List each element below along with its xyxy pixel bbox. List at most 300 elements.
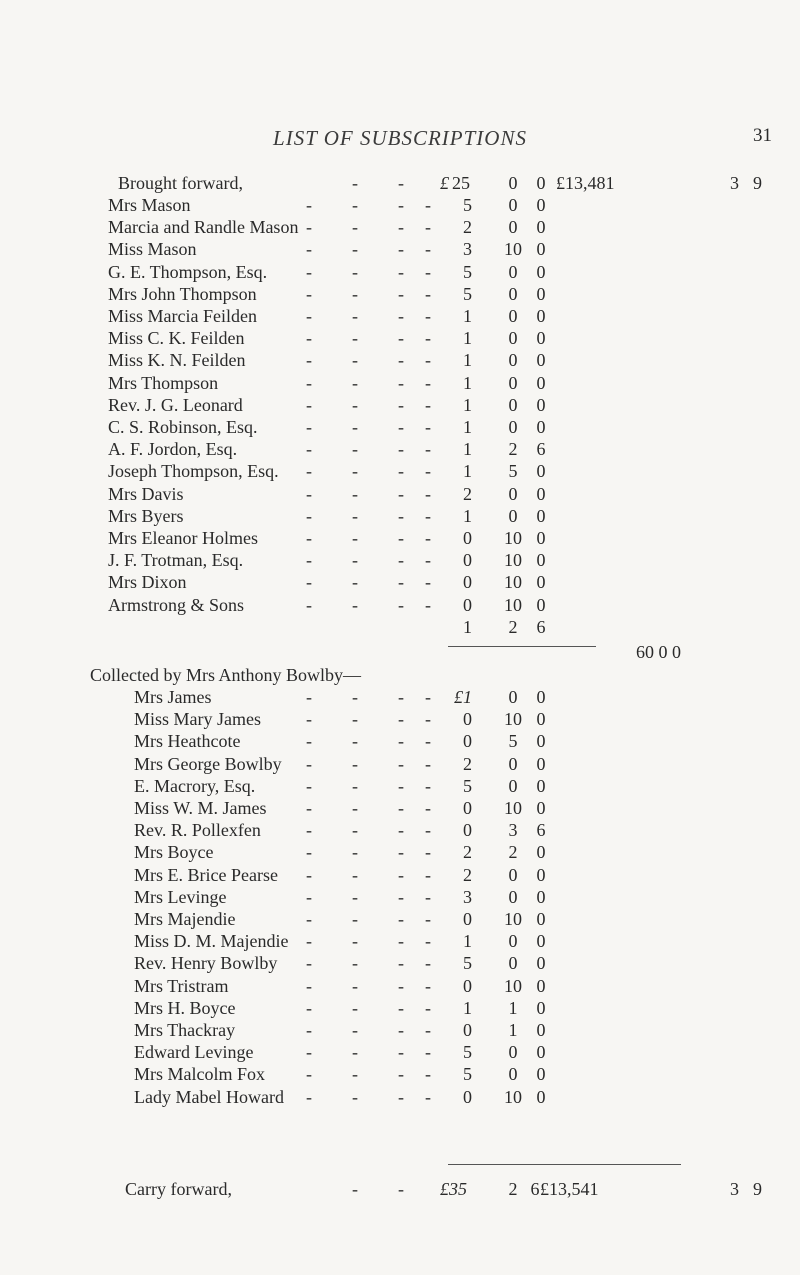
amount-shillings: 0 [508, 350, 518, 371]
leader-dash: - [398, 1064, 404, 1085]
leader-dash: - [352, 842, 358, 863]
subscriber-row [0, 549, 800, 571]
amount-shillings: 2 [508, 439, 518, 460]
subscriber-name: E. Macrory, Esq. [134, 775, 256, 796]
leader-dash: - [425, 909, 431, 929]
group2-heading: Collected by Mrs Anthony Bowlby— [90, 665, 361, 685]
subscriber-name: Mrs Dixon [108, 572, 187, 593]
amount-pounds: £1 [454, 687, 472, 707]
leader-dash: - [306, 953, 312, 974]
amount-pounds: 1 [463, 417, 472, 437]
amount-pence: 0 [536, 372, 546, 393]
subscriber-row [0, 194, 800, 216]
amount-pounds: 5 [463, 195, 472, 215]
amount-pounds: 0 [463, 1086, 472, 1107]
leader-dash: - [398, 753, 404, 774]
leader-dash: - [352, 1064, 358, 1085]
leader-dash: - [398, 687, 404, 707]
amount-pounds: 5 [463, 283, 472, 304]
subscriber-name: Mrs Levinge [134, 886, 227, 907]
amount-pounds: 0 [463, 798, 472, 818]
total-rule [448, 1164, 681, 1165]
amount-pounds: 2 [463, 217, 472, 238]
amount-pounds: 0 [463, 975, 472, 996]
amount-pounds: 2 [463, 753, 472, 774]
group1-total: 60 0 0 [636, 642, 681, 662]
amount-pence: 0 [536, 239, 546, 260]
amount-shillings: 0 [508, 217, 518, 238]
amount-pence: 0 [536, 594, 546, 615]
amount-pence: 0 [536, 1064, 546, 1085]
subscriber-name: Rev. Henry Bowlby [134, 953, 278, 974]
amount-shillings: 10 [504, 239, 522, 260]
leader-dash: - [306, 195, 312, 215]
amount-pounds: 1 [463, 461, 472, 482]
subtotal-rule [448, 646, 596, 647]
subscriber-name: Mrs H. Boyce [134, 997, 236, 1018]
amount-shillings: 0 [508, 886, 518, 907]
amount-pence: 0 [536, 886, 546, 907]
subscriber-name: Mrs James [134, 687, 212, 707]
subscriber-row [0, 1019, 800, 1041]
leader-dash: - [352, 239, 358, 260]
amount-pounds: 1 [463, 372, 472, 393]
amount-shillings: 0 [508, 753, 518, 774]
subscriber-name: Marcia and Randle Mason [108, 217, 299, 238]
subscriber-row [0, 1063, 800, 1085]
leader-dash: - [352, 217, 358, 238]
subscriber-name: J. F. Trotman, Esq. [108, 550, 244, 571]
amount-pounds: 1 [463, 394, 472, 415]
subscriber-row [0, 908, 800, 930]
leader-dash: - [425, 283, 431, 304]
leader-dash: - [398, 975, 404, 996]
amount-pounds: 2 [463, 483, 472, 504]
leader-dash: - [398, 217, 404, 238]
amount-shillings: 3 [508, 820, 518, 841]
leader-dash: - [425, 709, 431, 730]
amount-pence: 0 [536, 528, 546, 548]
leader-dash: - [352, 798, 358, 818]
subscriber-name: Miss K. N. Feilden [108, 350, 246, 371]
amount-pence: 0 [536, 975, 546, 996]
leader-dash: - [398, 886, 404, 907]
leader-dash: - [352, 731, 358, 752]
leader-dash: - [352, 528, 358, 548]
leader-dash: - [352, 1086, 358, 1107]
bf-pounds: 25 [452, 173, 470, 193]
leader-dash: - [352, 820, 358, 841]
subscriber-row [0, 952, 800, 974]
leader-dash: - [425, 997, 431, 1018]
amount-pence: 0 [536, 909, 546, 929]
leader-dash: - [352, 350, 358, 371]
leader-dash: - [352, 687, 358, 707]
subscriber-name: C. S. Robinson, Esq. [108, 417, 258, 437]
subscriber-name: Mrs Byers [108, 505, 184, 526]
subscriber-row [0, 930, 800, 952]
leader-dash: - [398, 842, 404, 863]
amount-shillings: 5 [508, 731, 518, 752]
amount-shillings: 0 [508, 195, 518, 215]
subscriber-name: Mrs Tristram [134, 975, 229, 996]
leader-dash: - [425, 1042, 431, 1063]
group2-heading-row [0, 664, 800, 686]
leader-dash: - [398, 483, 404, 504]
leader-dash: - [306, 306, 312, 326]
leader-dash: - [306, 709, 312, 730]
subscriber-name: Mrs Thompson [108, 372, 219, 393]
leader-dash: - [425, 394, 431, 415]
amount-pence: 0 [536, 572, 546, 593]
amount-shillings: 0 [508, 505, 518, 526]
subscriber-row [0, 886, 800, 908]
amount-pence: 0 [536, 505, 546, 526]
subscriber-name: Rev. R. Pollexfen [134, 820, 261, 841]
subscriber-row [0, 438, 800, 460]
amount-shillings: 5 [508, 461, 518, 482]
leader-dash: - [352, 261, 358, 282]
leader-dash: - [352, 864, 358, 885]
leader-dash: - [425, 572, 431, 593]
amount-pence: 0 [536, 953, 546, 974]
amount-pounds: 0 [463, 594, 472, 615]
cf-grand-shillings: 3 [730, 1179, 739, 1199]
amount-shillings: 2 [508, 616, 518, 637]
subscriber-name: A. F. Jordon, Esq. [108, 439, 238, 460]
leader-dash: - [306, 1064, 312, 1085]
leader-dash: - [306, 483, 312, 504]
leader-dash: - [398, 953, 404, 974]
leader-dash: - [425, 483, 431, 504]
cf-grand-total: £13,541 [540, 1179, 599, 1199]
subscriber-row [0, 505, 800, 527]
leader-dash: - [352, 483, 358, 504]
leader-dash: - [352, 173, 358, 193]
bf-pence: 0 [536, 173, 546, 193]
subscriber-row [0, 460, 800, 482]
leader-dash: - [425, 687, 431, 707]
amount-shillings: 10 [504, 594, 522, 615]
amount-shillings: 0 [508, 306, 518, 326]
leader-dash: - [398, 997, 404, 1018]
subscriber-row [0, 864, 800, 886]
leader-dash: - [306, 997, 312, 1018]
leader-dash: - [425, 886, 431, 907]
amount-shillings: 10 [504, 975, 522, 996]
leader-dash: - [425, 350, 431, 371]
amount-pence: 0 [536, 687, 546, 707]
leader-dash: - [306, 864, 312, 885]
amount-pence: 6 [536, 820, 546, 841]
leader-dash: - [306, 283, 312, 304]
leader-dash: - [398, 306, 404, 326]
brought-forward-label: Brought forward, [118, 173, 243, 193]
leader-dash: - [306, 1042, 312, 1063]
subscriber-name: Mrs Eleanor Holmes [108, 528, 258, 548]
leader-dash: - [425, 975, 431, 996]
subscriber-row [0, 797, 800, 819]
cf-pence: 6 [530, 1179, 540, 1199]
amount-shillings: 10 [504, 528, 522, 548]
leader-dash: - [398, 572, 404, 593]
cf-grand-pence: 9 [753, 1179, 762, 1199]
amount-pence: 0 [536, 1086, 546, 1107]
amount-shillings: 0 [508, 775, 518, 796]
leader-dash: - [398, 550, 404, 571]
leader-dash: - [352, 931, 358, 952]
leader-dash: - [425, 775, 431, 796]
leader-dash: - [352, 394, 358, 415]
amount-pounds: 3 [463, 886, 472, 907]
leader-dash: - [425, 217, 431, 238]
subscriber-name: Armstrong & Sons [108, 594, 245, 615]
leader-dash: - [398, 394, 404, 415]
leader-dash: - [306, 217, 312, 238]
subscriber-row [0, 527, 800, 549]
leader-dash: - [352, 997, 358, 1018]
amount-shillings: 10 [504, 1086, 522, 1107]
leader-dash: - [352, 753, 358, 774]
leader-dash: - [425, 953, 431, 974]
leader-dash: - [306, 505, 312, 526]
subscriber-row [0, 819, 800, 841]
leader-dash: - [425, 417, 431, 437]
leader-dash: - [425, 820, 431, 841]
subscriber-name: Miss D. M. Majendie [134, 931, 289, 952]
subscriber-row [0, 483, 800, 505]
amount-shillings: 0 [508, 931, 518, 952]
amount-pence: 0 [536, 350, 546, 371]
subscriber-row [0, 775, 800, 797]
subscriber-row [0, 305, 800, 327]
leader-dash: - [306, 1020, 312, 1040]
amount-shillings: 2 [508, 842, 518, 863]
amount-shillings: 0 [508, 417, 518, 437]
subscriber-name: Mrs E. Brice Pearse [134, 864, 278, 885]
amount-shillings: 10 [504, 798, 522, 818]
leader-dash: - [306, 394, 312, 415]
leader-dash: - [398, 931, 404, 952]
subscriber-row [0, 238, 800, 260]
amount-pence: 0 [536, 798, 546, 818]
subscriber-row [0, 372, 800, 394]
leader-dash: - [306, 775, 312, 796]
leader-dash: - [352, 775, 358, 796]
amount-pounds: 1 [463, 997, 472, 1018]
leader-dash: - [352, 417, 358, 437]
amount-pounds: 0 [463, 1020, 472, 1040]
leader-dash: - [398, 328, 404, 349]
amount-shillings: 0 [508, 283, 518, 304]
leader-dash: - [398, 439, 404, 460]
bf-grand-shillings: 3 [730, 173, 739, 193]
amount-pence: 0 [536, 864, 546, 885]
leader-dash: - [306, 731, 312, 752]
leader-dash: - [398, 909, 404, 929]
leader-dash: - [306, 842, 312, 863]
amount-pounds: 1 [463, 505, 472, 526]
subscriber-row [0, 841, 800, 863]
amount-pence: 0 [536, 306, 546, 326]
amount-pence: 0 [536, 483, 546, 504]
subscriber-name: Mrs George Bowlby [134, 753, 282, 774]
leader-dash: - [352, 439, 358, 460]
amount-shillings: 10 [504, 572, 522, 593]
amount-pounds: 5 [463, 775, 472, 796]
leader-dash: - [352, 953, 358, 974]
subscriber-row [0, 571, 800, 593]
amount-pence: 0 [536, 731, 546, 752]
amount-pence: 0 [536, 709, 546, 730]
amount-pounds: 3 [463, 239, 472, 260]
running-header: LIST OF SUBSCRIPTIONS [273, 126, 527, 150]
leader-dash: - [398, 261, 404, 282]
amount-pence: 0 [536, 217, 546, 238]
subscriber-name: Miss Marcia Feilden [108, 306, 257, 326]
leader-dash: - [425, 1086, 431, 1107]
amount-shillings: 0 [508, 1064, 518, 1085]
leader-dash: - [398, 594, 404, 615]
leader-dash: - [306, 261, 312, 282]
leader-dash: - [398, 820, 404, 841]
leader-dash: - [398, 864, 404, 885]
leader-dash: - [398, 505, 404, 526]
amount-pounds: 5 [463, 261, 472, 282]
leader-dash: - [398, 239, 404, 260]
leader-dash: - [306, 753, 312, 774]
leader-dash: - [352, 1020, 358, 1040]
leader-dash: - [306, 528, 312, 548]
leader-dash: - [425, 328, 431, 349]
amount-pence: 0 [536, 394, 546, 415]
subscriber-row [0, 594, 800, 616]
subscriber-name: Rev. J. G. Leonard [108, 394, 243, 415]
amount-pence: 0 [536, 775, 546, 796]
leader-dash: - [398, 461, 404, 482]
leader-dash: - [425, 261, 431, 282]
leader-dash: - [306, 820, 312, 841]
leader-dash: - [306, 328, 312, 349]
leader-dash: - [306, 931, 312, 952]
subscriber-row [0, 283, 800, 305]
amount-pounds: 1 [463, 350, 472, 371]
amount-shillings: 1 [508, 997, 518, 1018]
amount-pence: 0 [536, 997, 546, 1018]
amount-shillings: 0 [508, 483, 518, 504]
leader-dash: - [425, 753, 431, 774]
leader-dash: - [352, 195, 358, 215]
amount-shillings: 10 [504, 909, 522, 929]
amount-pounds: 0 [463, 909, 472, 929]
amount-pence: 6 [536, 616, 546, 637]
subscriber-name: Miss C. K. Feilden [108, 328, 245, 349]
bf-grand-pence: 9 [753, 173, 762, 193]
leader-dash: - [352, 461, 358, 482]
amount-shillings: 0 [508, 394, 518, 415]
leader-dash: - [352, 372, 358, 393]
leader-dash: - [306, 798, 312, 818]
leader-dash: - [306, 350, 312, 371]
carry-forward-label: Carry forward, [125, 1179, 232, 1199]
leader-dash: - [352, 886, 358, 907]
amount-pounds: 5 [463, 953, 472, 974]
leader-dash: - [425, 931, 431, 952]
subscriber-name: Miss W. M. James [134, 798, 267, 818]
amount-shillings: 1 [508, 1020, 518, 1040]
amount-shillings: 0 [508, 953, 518, 974]
amount-pounds: 0 [463, 572, 472, 593]
leader-dash: - [352, 572, 358, 593]
amount-pence: 0 [536, 550, 546, 571]
leader-dash: - [398, 798, 404, 818]
leader-dash: - [398, 1020, 404, 1040]
subscriber-row [0, 327, 800, 349]
amount-pounds: 1 [463, 306, 472, 326]
amount-shillings: 0 [508, 261, 518, 282]
leader-dash: - [398, 1086, 404, 1107]
amount-shillings: 0 [508, 1042, 518, 1063]
leader-dash: - [425, 306, 431, 326]
amount-shillings: 10 [504, 709, 522, 730]
leader-dash: - [352, 328, 358, 349]
subscriber-name: G. E. Thompson, Esq. [108, 261, 268, 282]
leader-dash: - [425, 505, 431, 526]
leader-dash: - [352, 550, 358, 571]
subscriber-row [0, 975, 800, 997]
leader-dash: - [425, 842, 431, 863]
leader-dash: - [398, 775, 404, 796]
amount-pounds: 5 [463, 1042, 472, 1063]
amount-pounds: 5 [463, 1064, 472, 1085]
leader-dash: - [425, 1020, 431, 1040]
subscriber-name: Mrs Heathcote [134, 731, 241, 752]
amount-pounds: 0 [463, 550, 472, 571]
subscriber-name: Edward Levinge [134, 1042, 254, 1063]
amount-pounds: 1 [463, 616, 472, 637]
leader-dash: - [425, 731, 431, 752]
cf-pounds: £35 [440, 1179, 467, 1199]
amount-pounds: 0 [463, 709, 472, 730]
amount-pounds: 2 [463, 842, 472, 863]
amount-pence: 0 [536, 461, 546, 482]
leader-dash: - [352, 306, 358, 326]
amount-pence: 0 [536, 195, 546, 215]
leader-dash: - [425, 372, 431, 393]
amount-pence: 0 [536, 1020, 546, 1040]
leader-dash: - [425, 798, 431, 818]
leader-dash: - [306, 886, 312, 907]
leader-dash: - [306, 550, 312, 571]
subscriber-name: Mrs Davis [108, 483, 184, 504]
leader-dash: - [352, 1179, 358, 1199]
bf-shillings: 0 [508, 173, 518, 193]
amount-pence: 0 [536, 417, 546, 437]
amount-pounds: 1 [463, 328, 472, 349]
leader-dash: - [306, 687, 312, 707]
amount-pence: 0 [536, 842, 546, 863]
subscriber-name: Mrs Majendie [134, 909, 236, 929]
leader-dash: - [306, 909, 312, 929]
amount-pence: 0 [536, 931, 546, 952]
subscriber-row [0, 261, 800, 283]
amount-pounds: 0 [463, 528, 472, 548]
leader-dash: - [425, 439, 431, 460]
leader-dash: - [306, 1086, 312, 1107]
amount-shillings: 0 [508, 864, 518, 885]
cf-shillings: 2 [508, 1179, 518, 1199]
carry-forward-row [0, 1178, 800, 1200]
